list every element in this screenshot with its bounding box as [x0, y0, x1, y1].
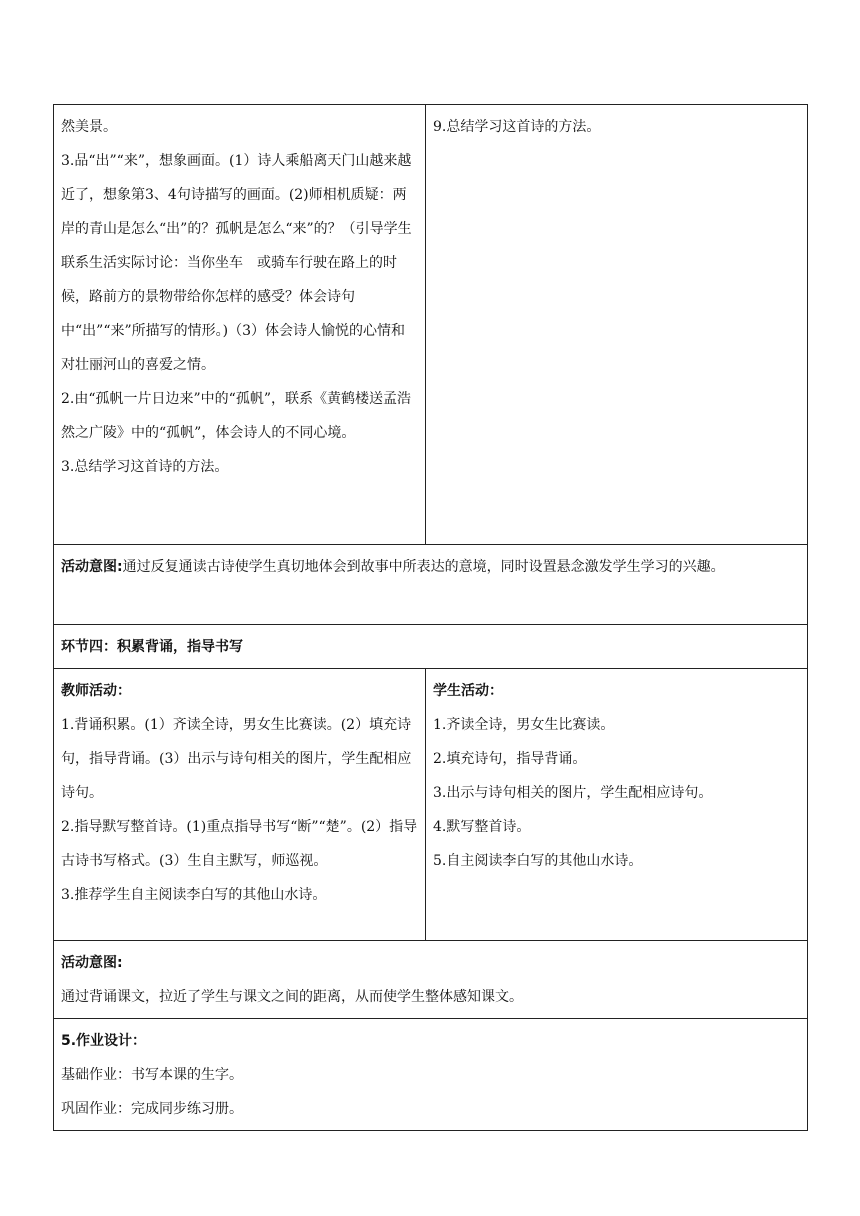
section3-student-cell [426, 105, 808, 545]
intent-label: 活动意图: [61, 955, 123, 971]
section4-intent-cell [54, 941, 808, 1019]
section4-activities-row [54, 669, 808, 941]
intent-text: 通过背诵课文，拉近了学生与课文之间的距离，从而使学生整体感知课文。 [61, 989, 523, 1005]
lesson-plan-table [53, 104, 808, 1131]
teacher-paragraph: 1.背诵积累。(1）齐读全诗，男女生比赛读。(2）填充诗句，指导背诵。(3）出示与诗句相关的图片，学生配相应诗句。 [61, 717, 412, 801]
teacher-activity-header: 教师活动： [61, 683, 131, 699]
teacher-paragraph: 然美景。 [61, 119, 117, 135]
teacher-paragraph: 3.总结学习这首诗的方法。 [61, 459, 229, 475]
intent-text: 通过反复通读古诗使学生真切地体会到故事中所表达的意境，同时设置悬念激发学生学习的兴趣。 [122, 559, 725, 575]
homework-row [54, 1019, 808, 1131]
section4-intent-row [54, 941, 808, 1019]
section4-title: 环节四：积累背诵，指导书写 [61, 639, 243, 655]
student-paragraph: 3.出示与诗句相关的图片，学生配相应诗句。 [433, 785, 713, 801]
student-paragraph: 2.填充诗句，指导背诵。 [433, 751, 587, 767]
section4-teacher-cell [54, 669, 426, 941]
homework-item: 基础作业：书写本课的生字。 [61, 1067, 243, 1083]
section4-title-cell [54, 625, 808, 669]
section3-intent-row [54, 545, 808, 625]
homework-title: 5.作业设计： [61, 1033, 147, 1049]
teacher-paragraph: 2.指导默写整首诗。(1)重点指导书写“断”“楚”。(2）指导古诗书写格式。(3）生自主默写，师巡视。 [61, 819, 418, 869]
section3-intent-cell [54, 545, 808, 625]
student-paragraph: 5.自主阅读李白写的其他山水诗。 [433, 853, 643, 869]
teacher-paragraph: 3.品“出”“来”，想象画面。(1）诗人乘船离天门山越来越近了，想象第3、4句诗描写的画面。(2)师相机质疑：两岸的青山是怎么“出”的？孤帆是怎么“来”的？（引导学生联系生活实际讨论：当你坐车 或骑车行驶在路上的时候，路前方的景物带给你怎样的感受？体会诗句中“出”“来”所描写的情形。)（3）体会诗人愉悦的心情和对壮丽河山的喜爱之情。 [61, 153, 412, 373]
intent-paragraph [61, 550, 800, 584]
student-paragraph: 4.默写整首诗。 [433, 819, 531, 835]
teacher-paragraph: 2.由“孤帆一片日边来”中的“孤帆”，联系《黄鹤楼送孟浩然之广陵》中的“孤帆”，体会诗人的不同心境。 [61, 391, 411, 441]
lesson-plan-page [53, 104, 807, 1131]
student-paragraph: 9.总结学习这首诗的方法。 [433, 119, 601, 135]
intent-label: 活动意图: [61, 559, 123, 575]
homework-item: 巩固作业：完成同步练习册。 [61, 1101, 243, 1117]
section4-title-row [54, 625, 808, 669]
student-paragraph: 1.齐读全诗，男女生比赛读。 [433, 717, 615, 733]
homework-cell [54, 1019, 808, 1131]
student-activity-header: 学生活动： [433, 683, 503, 699]
section3-teacher-cell [54, 105, 426, 545]
section3-activities-row [54, 105, 808, 545]
section4-student-cell [426, 669, 808, 941]
teacher-paragraph: 3.推荐学生自主阅读李白写的其他山水诗。 [61, 887, 327, 903]
